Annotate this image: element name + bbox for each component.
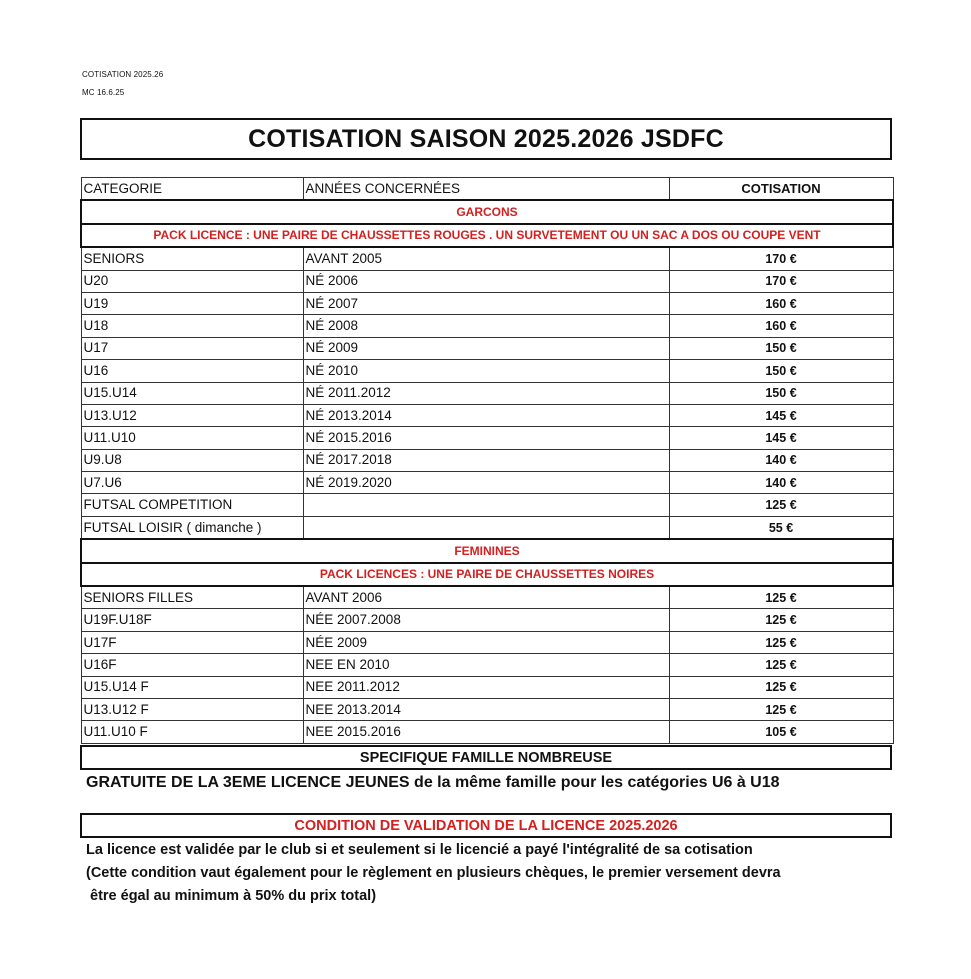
row-years: NÉ 2011.2012 xyxy=(303,382,669,404)
section-feminines: FEMININES xyxy=(81,539,893,562)
fees-table xyxy=(80,177,894,744)
row-years: NÉ 2010 xyxy=(303,360,669,382)
row-years: NÉ 2015.2016 xyxy=(303,427,669,449)
row-years xyxy=(303,494,669,516)
table-row xyxy=(81,609,893,631)
table-row xyxy=(81,337,893,359)
condition-line-2: (Cette condition vaut également pour le règlement en plusieurs chèques, le premier versement devra xyxy=(86,865,781,881)
row-fee: 140 € xyxy=(669,449,893,471)
row-years: NÉE 2009 xyxy=(303,631,669,653)
row-category: U9.U8 xyxy=(81,449,303,471)
row-fee: 150 € xyxy=(669,382,893,404)
section-row-garcons xyxy=(81,200,893,223)
row-years: NÉ 2008 xyxy=(303,315,669,337)
row-years: NEE 2015.2016 xyxy=(303,721,669,743)
table-row xyxy=(81,586,893,609)
pack-row-feminines xyxy=(81,563,893,586)
table-row xyxy=(81,721,893,743)
condition-line-3: être égal au minimum à 50% du prix total) xyxy=(90,888,377,904)
table-row xyxy=(81,404,893,426)
table-row xyxy=(81,360,893,382)
header-category: CATEGORIE xyxy=(81,178,303,201)
row-fee: 150 € xyxy=(669,360,893,382)
row-fee: 125 € xyxy=(669,494,893,516)
row-fee: 140 € xyxy=(669,472,893,494)
row-years: NÉE 2007.2008 xyxy=(303,609,669,631)
famille-text: GRATUITE DE LA 3EME LICENCE JEUNES de la même famille pour les catégories U6 à U18 xyxy=(86,774,780,791)
row-category: U19F.U18F xyxy=(81,609,303,631)
row-fee: 160 € xyxy=(669,315,893,337)
doc-version: MC 16.6.25 xyxy=(82,88,125,97)
table-row xyxy=(81,292,893,314)
row-category: U19 xyxy=(81,292,303,314)
doc-reference: COTISATION 2025.26 xyxy=(82,70,164,79)
table-row xyxy=(81,516,893,539)
famille-title: SPECIFIQUE FAMILLE NOMBREUSE xyxy=(80,745,892,770)
row-category: U18 xyxy=(81,315,303,337)
table-row xyxy=(81,654,893,676)
row-years: NÉ 2019.2020 xyxy=(303,472,669,494)
section-garcons: GARCONS xyxy=(81,200,893,223)
row-category: U16 xyxy=(81,360,303,382)
table-row xyxy=(81,247,893,270)
row-fee: 170 € xyxy=(669,270,893,292)
row-fee: 125 € xyxy=(669,676,893,698)
row-category: U7.U6 xyxy=(81,472,303,494)
row-category: U13.U12 xyxy=(81,404,303,426)
row-fee: 150 € xyxy=(669,337,893,359)
row-years: NÉ 2009 xyxy=(303,337,669,359)
row-fee: 145 € xyxy=(669,404,893,426)
row-fee: 105 € xyxy=(669,721,893,743)
row-category: SENIORS xyxy=(81,247,303,270)
row-fee: 170 € xyxy=(669,247,893,270)
table-row xyxy=(81,427,893,449)
row-fee: 125 € xyxy=(669,631,893,653)
table-header-row xyxy=(81,178,893,201)
row-years: AVANT 2006 xyxy=(303,586,669,609)
row-category: FUTSAL LOISIR ( dimanche ) xyxy=(81,516,303,539)
pack-row-garcons xyxy=(81,224,893,247)
table-row xyxy=(81,382,893,404)
table-row xyxy=(81,270,893,292)
row-years: NÉ 2006 xyxy=(303,270,669,292)
table-row xyxy=(81,631,893,653)
row-category: U15.U14 xyxy=(81,382,303,404)
row-years: AVANT 2005 xyxy=(303,247,669,270)
header-fee: COTISATION xyxy=(669,178,893,201)
row-fee: 145 € xyxy=(669,427,893,449)
table-row xyxy=(81,698,893,720)
pack-feminines: PACK LICENCES : UNE PAIRE DE CHAUSSETTES NOIRES xyxy=(81,563,893,586)
row-fee: 125 € xyxy=(669,654,893,676)
row-fee: 125 € xyxy=(669,586,893,609)
row-category: U17F xyxy=(81,631,303,653)
header-years: ANNÉES CONCERNÉES xyxy=(303,178,669,201)
table-row xyxy=(81,472,893,494)
row-years xyxy=(303,516,669,539)
row-category: SENIORS FILLES xyxy=(81,586,303,609)
page-title: COTISATION SAISON 2025.2026 JSDFC xyxy=(80,118,892,160)
row-category: U15.U14 F xyxy=(81,676,303,698)
row-fee: 125 € xyxy=(669,609,893,631)
row-years: NEE 2011.2012 xyxy=(303,676,669,698)
row-category: U11.U10 F xyxy=(81,721,303,743)
row-category: U20 xyxy=(81,270,303,292)
row-category: U16F xyxy=(81,654,303,676)
row-category: U17 xyxy=(81,337,303,359)
row-category: U13.U12 F xyxy=(81,698,303,720)
condition-title: CONDITION DE VALIDATION DE LA LICENCE 2025.2026 xyxy=(80,813,892,838)
row-years: NEE EN 2010 xyxy=(303,654,669,676)
row-category: FUTSAL COMPETITION xyxy=(81,494,303,516)
row-fee: 125 € xyxy=(669,698,893,720)
row-fee: 55 € xyxy=(669,516,893,539)
table-row xyxy=(81,315,893,337)
row-years: NEE 2013.2014 xyxy=(303,698,669,720)
row-years: NÉ 2017.2018 xyxy=(303,449,669,471)
row-fee: 160 € xyxy=(669,292,893,314)
row-category: U11.U10 xyxy=(81,427,303,449)
table-row xyxy=(81,449,893,471)
pack-garcons: PACK LICENCE : UNE PAIRE DE CHAUSSETTES ROUGES . UN SURVETEMENT OU UN SAC A DOS OU COUPE VENT xyxy=(81,224,893,247)
table-row xyxy=(81,676,893,698)
row-years: NÉ 2007 xyxy=(303,292,669,314)
section-row-feminines xyxy=(81,539,893,562)
row-years: NÉ 2013.2014 xyxy=(303,404,669,426)
condition-line-1: La licence est validée par le club si et seulement si le licencié a payé l'intégralité de sa cotisation xyxy=(86,842,753,858)
table-row xyxy=(81,494,893,516)
